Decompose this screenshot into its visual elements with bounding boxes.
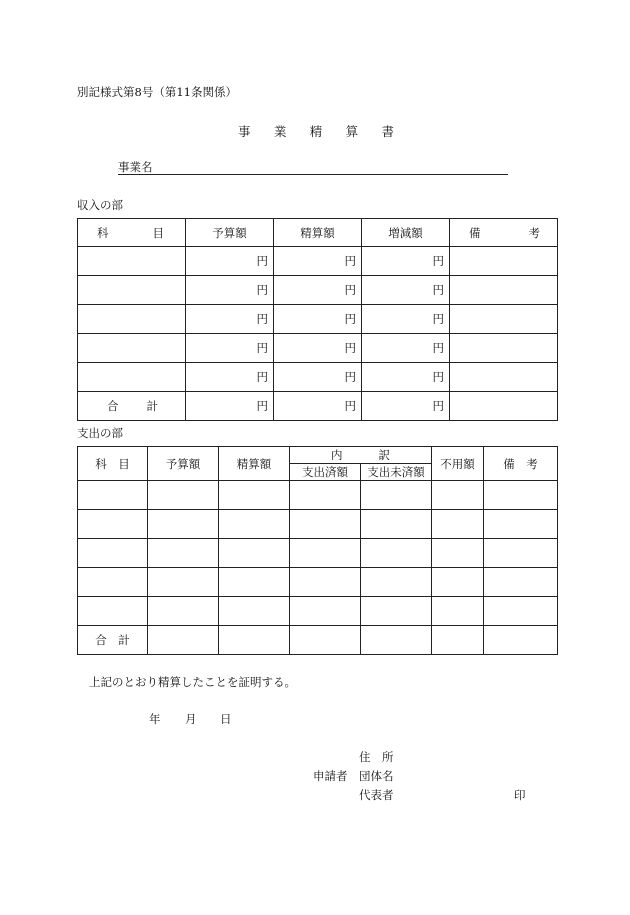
document-title [238,122,394,140]
income-item-cell[interactable] [78,276,186,305]
expense-total-paid[interactable] [290,626,361,655]
income-budget-cell[interactable]: 円 [186,363,274,392]
title-char: 精 [309,124,323,139]
income-budget-cell[interactable]: 円 [186,276,274,305]
income-header-remarks: 備 考 [450,219,558,247]
income-header-item: 科 目 [78,219,186,247]
expense-item-cell[interactable] [78,481,148,510]
income-change-cell[interactable]: 円 [362,276,450,305]
income-remarks-cell[interactable] [450,363,558,392]
expense-budget-cell[interactable] [148,597,219,626]
income-header-budget: 予算額 [186,219,274,247]
expense-paid-cell[interactable] [290,510,361,539]
income-total-row [78,392,558,421]
project-name-line [118,174,508,175]
expense-row [78,568,558,597]
expense-header-settlement: 精算額 [219,447,290,481]
expense-item-cell[interactable] [78,568,148,597]
expense-row [78,481,558,510]
expense-remarks-cell[interactable] [484,597,558,626]
income-remarks-cell[interactable] [450,276,558,305]
income-total-settlement[interactable]: 円 [274,392,362,421]
expense-total-budget[interactable] [148,626,219,655]
expense-unpaid-cell[interactable] [361,539,432,568]
income-settlement-cell[interactable]: 円 [274,334,362,363]
expense-unused-cell[interactable] [432,539,484,568]
expense-total-remarks[interactable] [484,626,558,655]
representative-label: 代表者 [359,788,394,802]
title-char: 事 [238,124,251,139]
income-change-cell[interactable]: 円 [362,363,450,392]
title-char: 算 [345,124,359,139]
income-section-label: 収入の部 [77,198,123,212]
income-row [78,363,558,392]
income-item-cell[interactable] [78,334,186,363]
income-change-cell[interactable]: 円 [362,247,450,276]
expense-row [78,539,558,568]
expense-section-label: 支出の部 [77,426,123,440]
income-total-budget[interactable]: 円 [186,392,274,421]
expense-item-cell[interactable] [78,510,148,539]
income-settlement-cell[interactable]: 円 [274,363,362,392]
expense-header-breakdown: 内 訳 [290,447,432,464]
income-change-cell[interactable]: 円 [362,334,450,363]
expense-settlement-cell[interactable] [219,481,290,510]
address-label: 住 所 [359,750,394,764]
certification-statement: 上記のとおり精算したことを証明する。 [89,675,296,689]
expense-unpaid-cell[interactable] [361,568,432,597]
expense-settlement-cell[interactable] [219,568,290,597]
income-row [78,276,558,305]
expense-remarks-cell[interactable] [484,481,558,510]
date-day-label: 日 [220,712,232,726]
income-remarks-cell[interactable] [450,247,558,276]
expense-paid-cell[interactable] [290,481,361,510]
income-budget-cell[interactable]: 円 [186,334,274,363]
applicant-label: 申請者 [313,769,348,783]
income-table [77,218,558,421]
expense-budget-cell[interactable] [148,481,219,510]
income-total-remarks[interactable] [450,392,558,421]
income-row [78,334,558,363]
expense-settlement-cell[interactable] [219,539,290,568]
date-year-label: 年 [149,712,161,726]
expense-item-cell[interactable] [78,539,148,568]
expense-unused-cell[interactable] [432,510,484,539]
income-settlement-cell[interactable]: 円 [274,247,362,276]
income-total-change[interactable]: 円 [362,392,450,421]
expense-header-budget: 予算額 [148,447,219,481]
expense-total-label: 合 計 [78,626,148,655]
expense-budget-cell[interactable] [148,539,219,568]
expense-total-row [78,626,558,655]
expense-row [78,510,558,539]
expense-total-unpaid[interactable] [361,626,432,655]
income-settlement-cell[interactable]: 円 [274,305,362,334]
expense-remarks-cell[interactable] [484,539,558,568]
expense-header-paid: 支出済額 [290,464,361,481]
seal-mark: 印 [514,788,526,802]
project-name-label: 事業名 [118,160,153,174]
expense-settlement-cell[interactable] [219,510,290,539]
expense-unused-cell[interactable] [432,568,484,597]
expense-total-unused[interactable] [432,626,484,655]
income-row [78,305,558,334]
form-number: 別記様式第8号（第11条関係） [77,85,237,99]
income-row [78,247,558,276]
title-char: 業 [273,124,287,139]
expense-header-unused: 不用額 [432,447,484,481]
income-item-cell[interactable] [78,363,186,392]
expense-header-remarks: 備 考 [484,447,558,481]
expense-total-settlement[interactable] [219,626,290,655]
expense-header-unpaid: 支出未済額 [361,464,432,481]
income-change-cell[interactable]: 円 [362,305,450,334]
expense-paid-cell[interactable] [290,597,361,626]
date-month-label: 月 [185,712,197,726]
expense-unpaid-cell[interactable] [361,510,432,539]
expense-header-item: 科 目 [78,447,148,481]
expense-budget-cell[interactable] [148,510,219,539]
income-settlement-cell[interactable]: 円 [274,276,362,305]
expense-unpaid-cell[interactable] [361,481,432,510]
expense-unpaid-cell[interactable] [361,597,432,626]
income-budget-cell[interactable]: 円 [186,247,274,276]
income-budget-cell[interactable]: 円 [186,305,274,334]
expense-settlement-cell[interactable] [219,597,290,626]
expense-item-cell[interactable] [78,597,148,626]
expense-unused-cell[interactable] [432,597,484,626]
expense-row [78,597,558,626]
income-item-cell[interactable] [78,247,186,276]
income-item-cell[interactable] [78,305,186,334]
organization-label: 団体名 [359,769,394,783]
expense-remarks-cell[interactable] [484,510,558,539]
expense-paid-cell[interactable] [290,539,361,568]
expense-unused-cell[interactable] [432,481,484,510]
title-char: 書 [381,124,394,139]
income-remarks-cell[interactable] [450,305,558,334]
expense-paid-cell[interactable] [290,568,361,597]
expense-budget-cell[interactable] [148,568,219,597]
income-header-settlement: 精算額 [274,219,362,247]
expense-table [77,446,558,655]
income-header-change: 増減額 [362,219,450,247]
income-total-label: 合 計 [78,392,186,421]
income-remarks-cell[interactable] [450,334,558,363]
expense-remarks-cell[interactable] [484,568,558,597]
